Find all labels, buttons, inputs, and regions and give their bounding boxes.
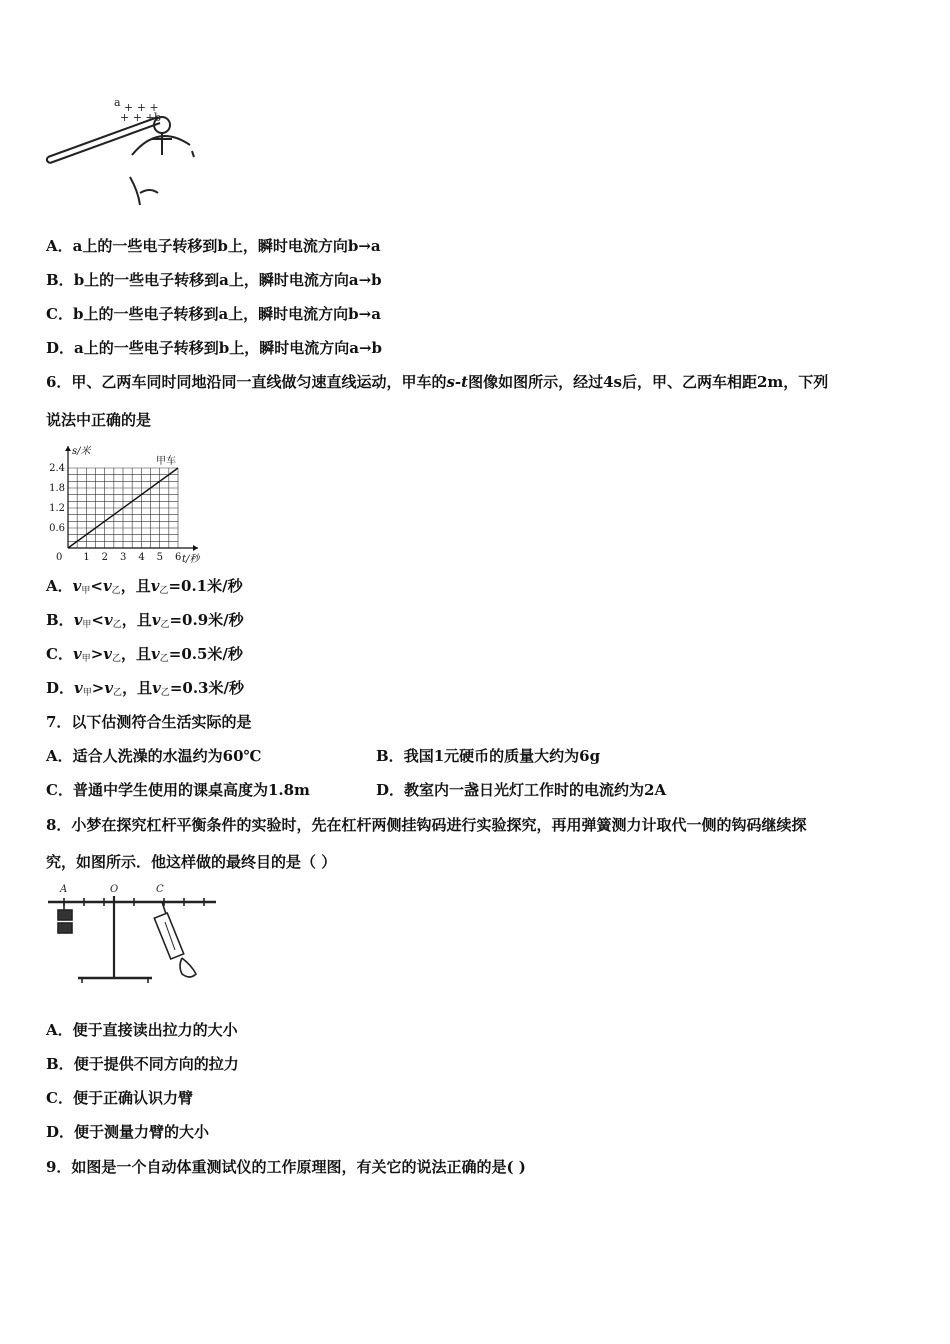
label-a: A xyxy=(60,884,68,895)
q8-option-d: D．便于测量力臂的大小 xyxy=(46,1123,210,1141)
q5-option-b: B．b上的一些电子转移到a上，瞬时电流方向a→b xyxy=(46,271,382,289)
y-tick-label: 1.8 xyxy=(49,483,65,494)
q8-option-c: C．便于正确认识力臂 xyxy=(46,1089,193,1107)
hand xyxy=(180,958,196,977)
electroscope-figure xyxy=(40,95,210,215)
label-c: C xyxy=(156,884,164,895)
q7-option-a: A．适合人洗澡的水温约为60℃ xyxy=(46,747,262,765)
series-label: 甲车 xyxy=(156,456,176,467)
x-axis-label: t/秒 xyxy=(182,554,200,565)
q7-option-d: D．教室内一盏日光灯工作时的电流约为2A xyxy=(376,781,667,799)
x-tick-label: 5 xyxy=(156,552,164,563)
hook-weight-1 xyxy=(58,910,72,920)
y-tick-label: 0.6 xyxy=(49,523,65,534)
q9-stem: 9．如图是一个自动体重测试仪的工作原理图，有关它的说法正确的是( ) xyxy=(46,1158,526,1176)
x-tick-label: 1 xyxy=(83,552,90,563)
x-tick-label: 6 xyxy=(175,552,182,563)
y-axis-label: s/米 xyxy=(72,446,91,457)
q6-stem-line1: 6．甲、乙两车同时同地沿同一直线做匀速直线运动，甲车的s-t图像如图所示，经过4s后，甲、乙两车相距2m，下列 xyxy=(46,373,829,391)
st-graph xyxy=(40,440,215,565)
q8-stem-line1: 8．小梦在探究杠杆平衡条件的实验时，先在杠杆两侧挂钩码进行实验探究，再用弹簧测力计取代一侧的钩码继续探 xyxy=(46,816,807,834)
label-a: a xyxy=(114,96,121,109)
q6-option-b: B．$v_甲<v_乙$，且$v_乙=0.9$米/秒 xyxy=(46,611,244,630)
q6-option-c: C．$v_甲>v_乙$，且$v_乙=0.5$米/秒 xyxy=(46,645,243,664)
charge-marks-2: + + + xyxy=(120,111,155,124)
x-tick-label: 3 xyxy=(120,552,127,563)
q7-stem: 7．以下估测符合生活实际的是 xyxy=(46,713,252,731)
q8-option-a: A．便于直接读出拉力的大小 xyxy=(46,1021,238,1039)
q5-option-d: D．a上的一些电子转移到b上，瞬时电流方向a→b xyxy=(46,339,383,357)
q6-option-d: D．$v_甲>v_乙$，且$v_乙=0.3$米/秒 xyxy=(46,679,244,698)
q5-option-a: A．a上的一些电子转移到b上，瞬时电流方向b→a xyxy=(46,237,381,255)
lever-figure xyxy=(44,880,224,995)
foil-leaves xyxy=(130,177,158,205)
y-tick-label: 2.4 xyxy=(49,463,65,474)
x-tick-label: 2 xyxy=(101,552,109,563)
q8-option-b: B．便于提供不同方向的拉力 xyxy=(46,1055,239,1073)
spring-scale-body xyxy=(154,913,183,959)
origin-label: 0 xyxy=(56,552,63,563)
y-axis-arrow xyxy=(65,446,71,451)
label-o: O xyxy=(110,884,119,895)
q7-option-b: B．我国1元硬币的质量大约为6g xyxy=(376,747,601,765)
spring-scale-ruler xyxy=(165,922,175,950)
case-mark xyxy=(192,151,194,157)
q6-option-a: A．$v_甲<v_乙$，且$v_乙=0.1$米/秒 xyxy=(46,577,243,596)
x-axis-arrow xyxy=(193,545,198,551)
q7-option-c: C．普通中学生使用的课桌高度为1.8m xyxy=(46,781,310,799)
q5-option-c: C．b上的一些电子转移到a上，瞬时电流方向b→a xyxy=(46,305,381,323)
x-tick-label: 4 xyxy=(138,552,145,563)
q6-stem-line2: 说法中正确的是 xyxy=(46,411,152,429)
y-tick-label: 1.2 xyxy=(49,503,65,514)
charge-marks: + + + xyxy=(124,101,159,114)
hook-weight-2 xyxy=(58,923,72,933)
q8-stem-line2: 究，如图所示．他这样做的最终目的是（ ） xyxy=(46,853,337,871)
label-b: b xyxy=(154,111,162,124)
glass-rod-end xyxy=(47,157,50,163)
